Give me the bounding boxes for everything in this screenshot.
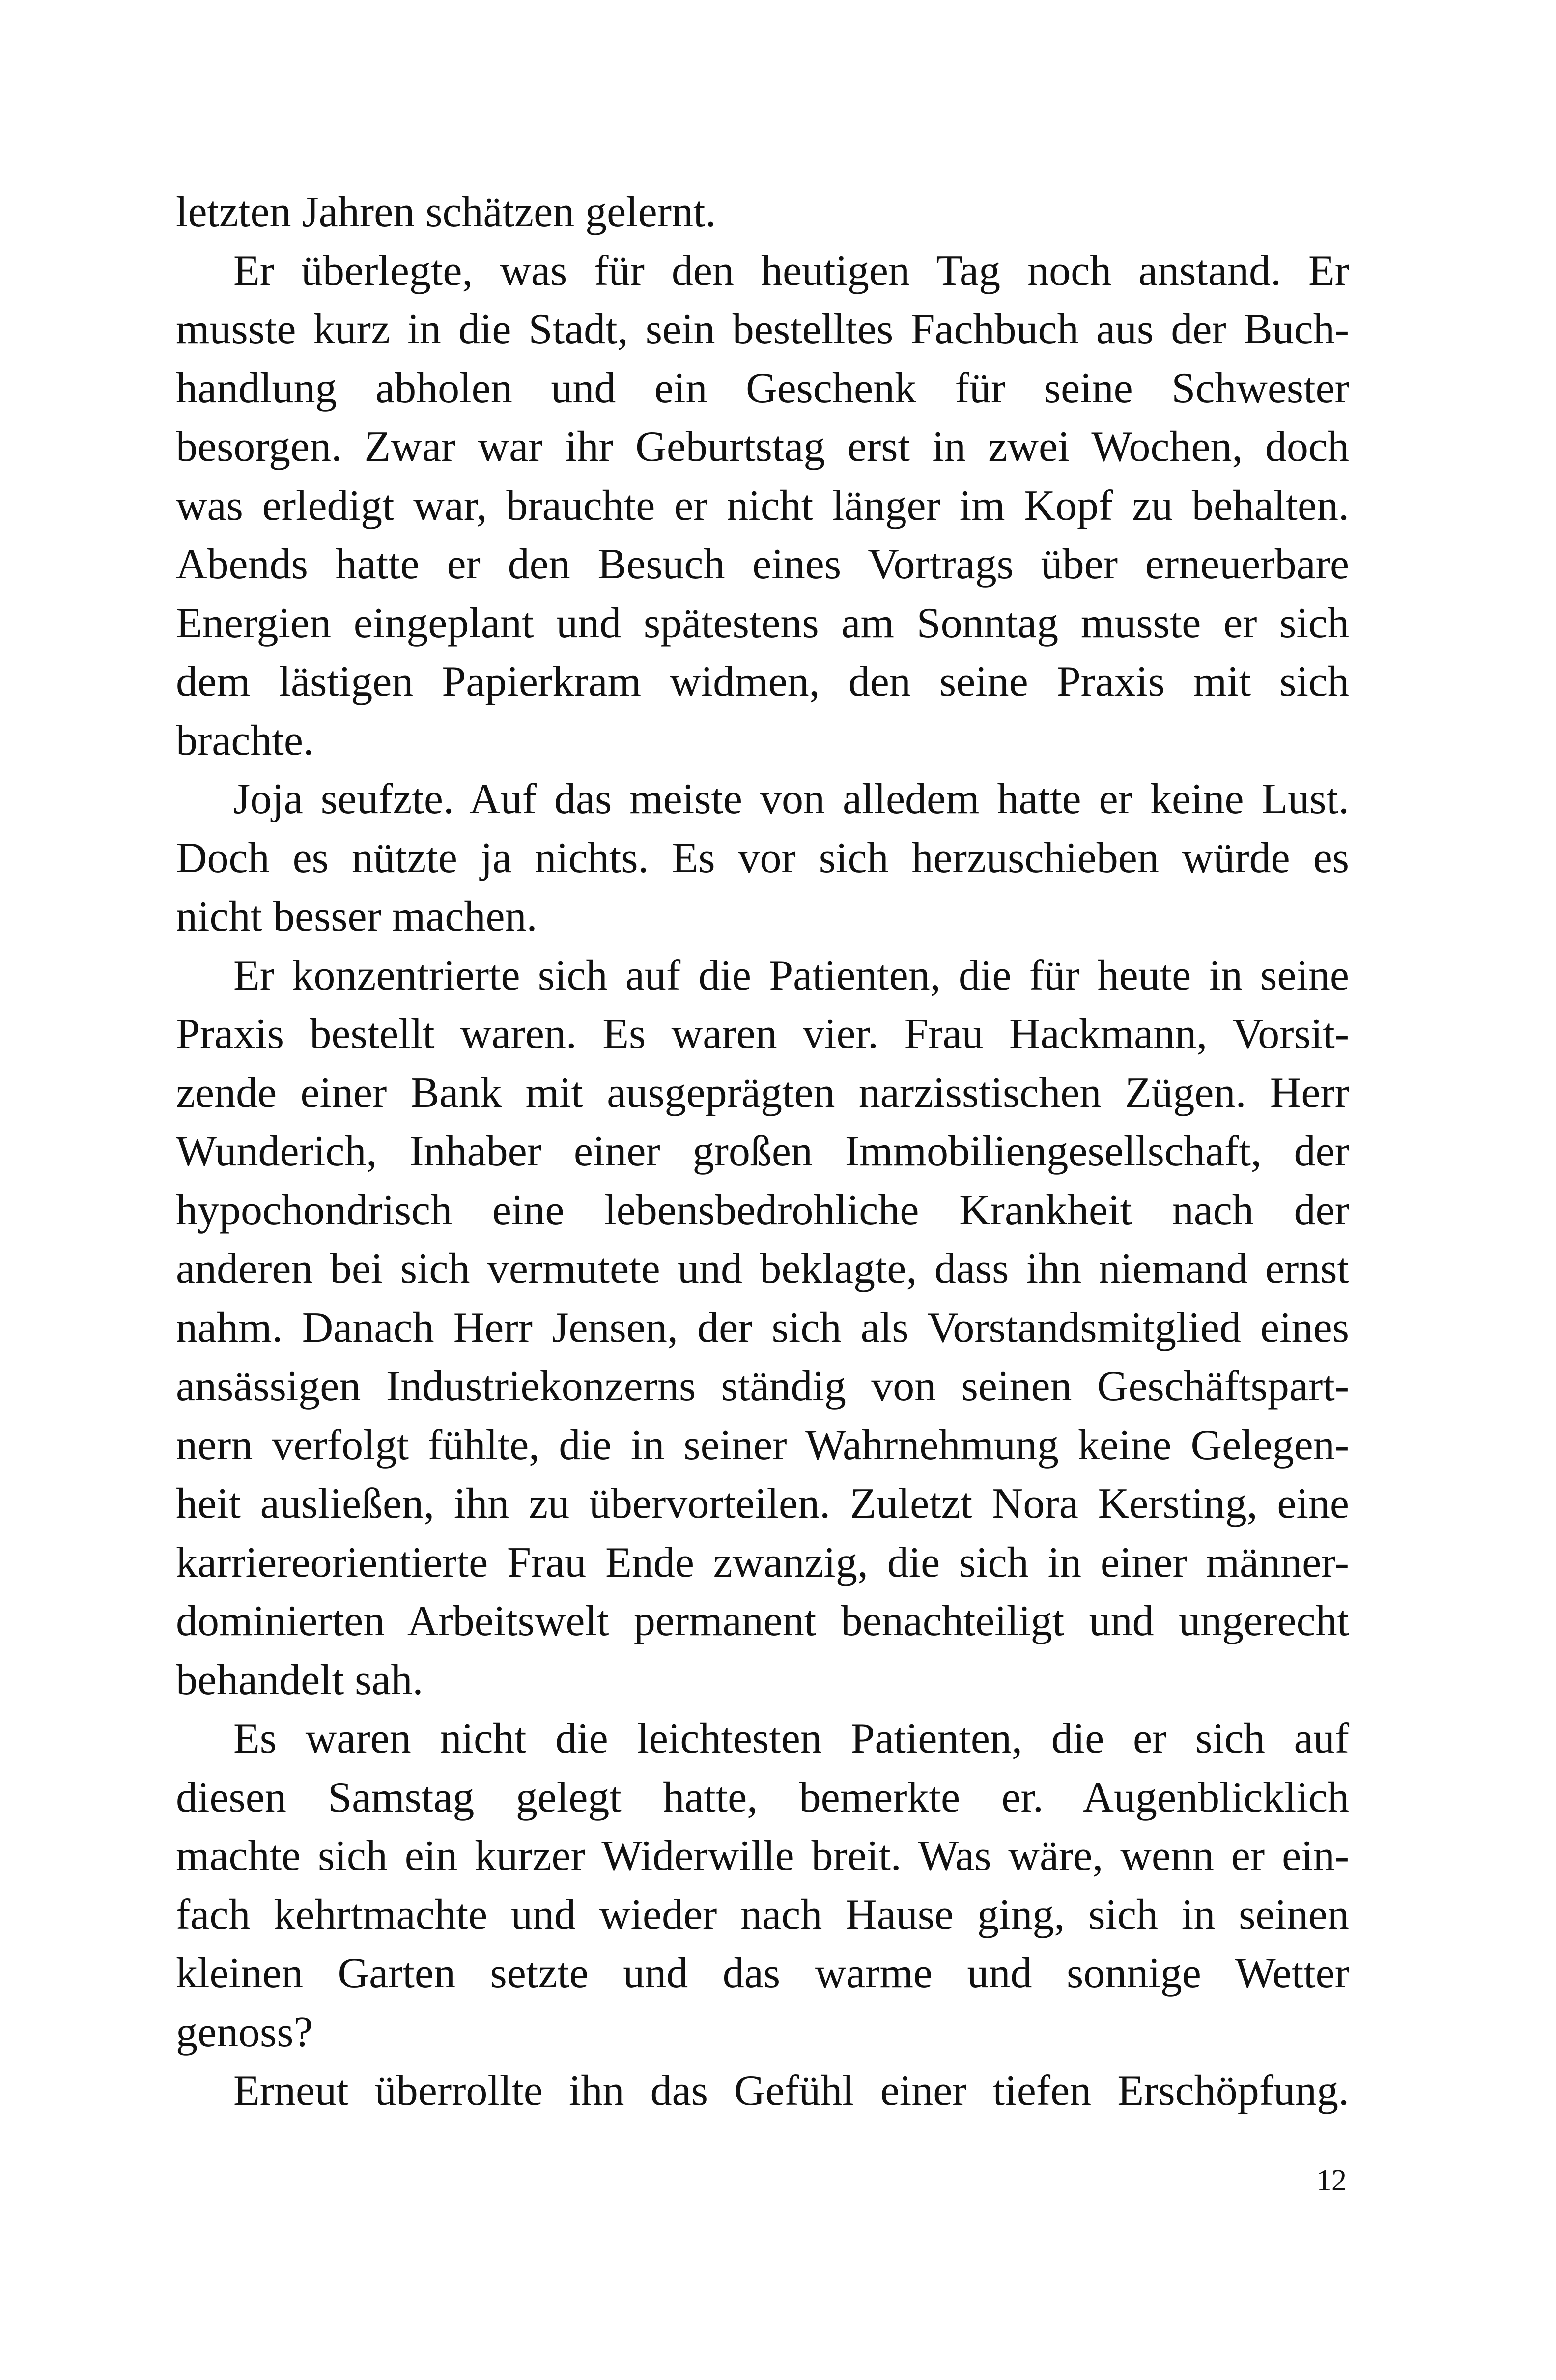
text-line: behandelt sah.	[176, 1656, 424, 1704]
text-line: Doch es nützte ja nichts. Es vor sich herzuschieben würde es	[176, 834, 1349, 882]
text-line: brachte.	[176, 716, 314, 765]
text-line: fach kehrtmachte und wieder nach Hause ging, sich in seinen	[176, 1891, 1349, 1939]
text-line: nern verfolgt fühlte, die in seiner Wahrnehmung keine Gelegen-	[176, 1421, 1349, 1469]
text-line: letzten Jahren schätzen gelernt.	[176, 188, 716, 236]
text-line: Es waren nicht die leichtesten Patienten, die er sich auf	[233, 1715, 1349, 1762]
body-text	[176, 183, 1349, 2121]
text-line: zende einer Bank mit ausgeprägten narzisstischen Zügen. Herr	[176, 1069, 1349, 1117]
text-line: anderen bei sich vermutete und beklagte, dass ihn niemand ernst	[176, 1245, 1349, 1293]
text-line: handlung abholen und ein Geschenk für seine Schwester	[176, 364, 1349, 412]
text-line: was erledigt war, brauchte er nicht länger im Kopf zu behalten.	[176, 482, 1349, 530]
text-line: ansässigen Industriekonzerns ständig von seinen Geschäftspart-	[176, 1362, 1349, 1410]
page-number: 12	[1316, 2164, 1347, 2197]
text-line: genoss?	[176, 2008, 313, 2056]
text-line: Erneut überrollte ihn das Gefühl einer tiefen Erschöpfung.	[233, 2067, 1349, 2115]
text-line: nahm. Danach Herr Jensen, der sich als Vorstandsmitglied eines	[176, 1303, 1349, 1352]
text-line: nicht besser machen.	[176, 893, 538, 940]
text-line: heit ausließen, ihn zu übervorteilen. Zuletzt Nora Kersting, eine	[176, 1480, 1349, 1528]
text-line: Wunderich, Inhaber einer großen Immobiliengesellschaft, der	[176, 1128, 1349, 1175]
text-line: Energien eingeplant und spätestens am Sonntag musste er sich	[176, 599, 1349, 647]
text-line: dominierten Arbeitswelt permanent benachteiligt und ungerecht	[176, 1597, 1349, 1645]
text-line: karriereorientierte Frau Ende zwanzig, die sich in einer männer-	[176, 1538, 1349, 1587]
text-line: dem lästigen Papierkram widmen, den seine Praxis mit sich	[176, 658, 1349, 706]
text-line: kleinen Garten setzte und das warme und sonnige Wetter	[176, 1950, 1349, 1997]
text-line: diesen Samstag gelegt hatte, bemerkte er. Augenblicklich	[176, 1773, 1349, 1821]
text-line: Er konzentrierte sich auf die Patienten, die für heute in seine	[233, 951, 1349, 999]
text-line: Joja seufzte. Auf das meiste von alledem hatte er keine Lust.	[233, 775, 1349, 823]
text-line: Er überlegte, was für den heutigen Tag noch anstand. Er	[233, 247, 1349, 295]
text-line: besorgen. Zwar war ihr Geburtstag erst in zwei Wochen, doch	[176, 423, 1349, 471]
text-line: musste kurz in die Stadt, sein bestelltes Fachbuch aus der Buch-	[176, 306, 1349, 353]
text-line: machte sich ein kurzer Widerwille breit. Was wäre, wenn er ein-	[176, 1832, 1349, 1880]
text-line: Abends hatte er den Besuch eines Vortrags über erneuerbare	[176, 540, 1349, 588]
text-line: Praxis bestellt waren. Es waren vier. Frau Hackmann, Vorsit-	[176, 1010, 1349, 1058]
text-line: hypochondrisch eine lebensbedrohliche Krankheit nach der	[176, 1186, 1349, 1234]
